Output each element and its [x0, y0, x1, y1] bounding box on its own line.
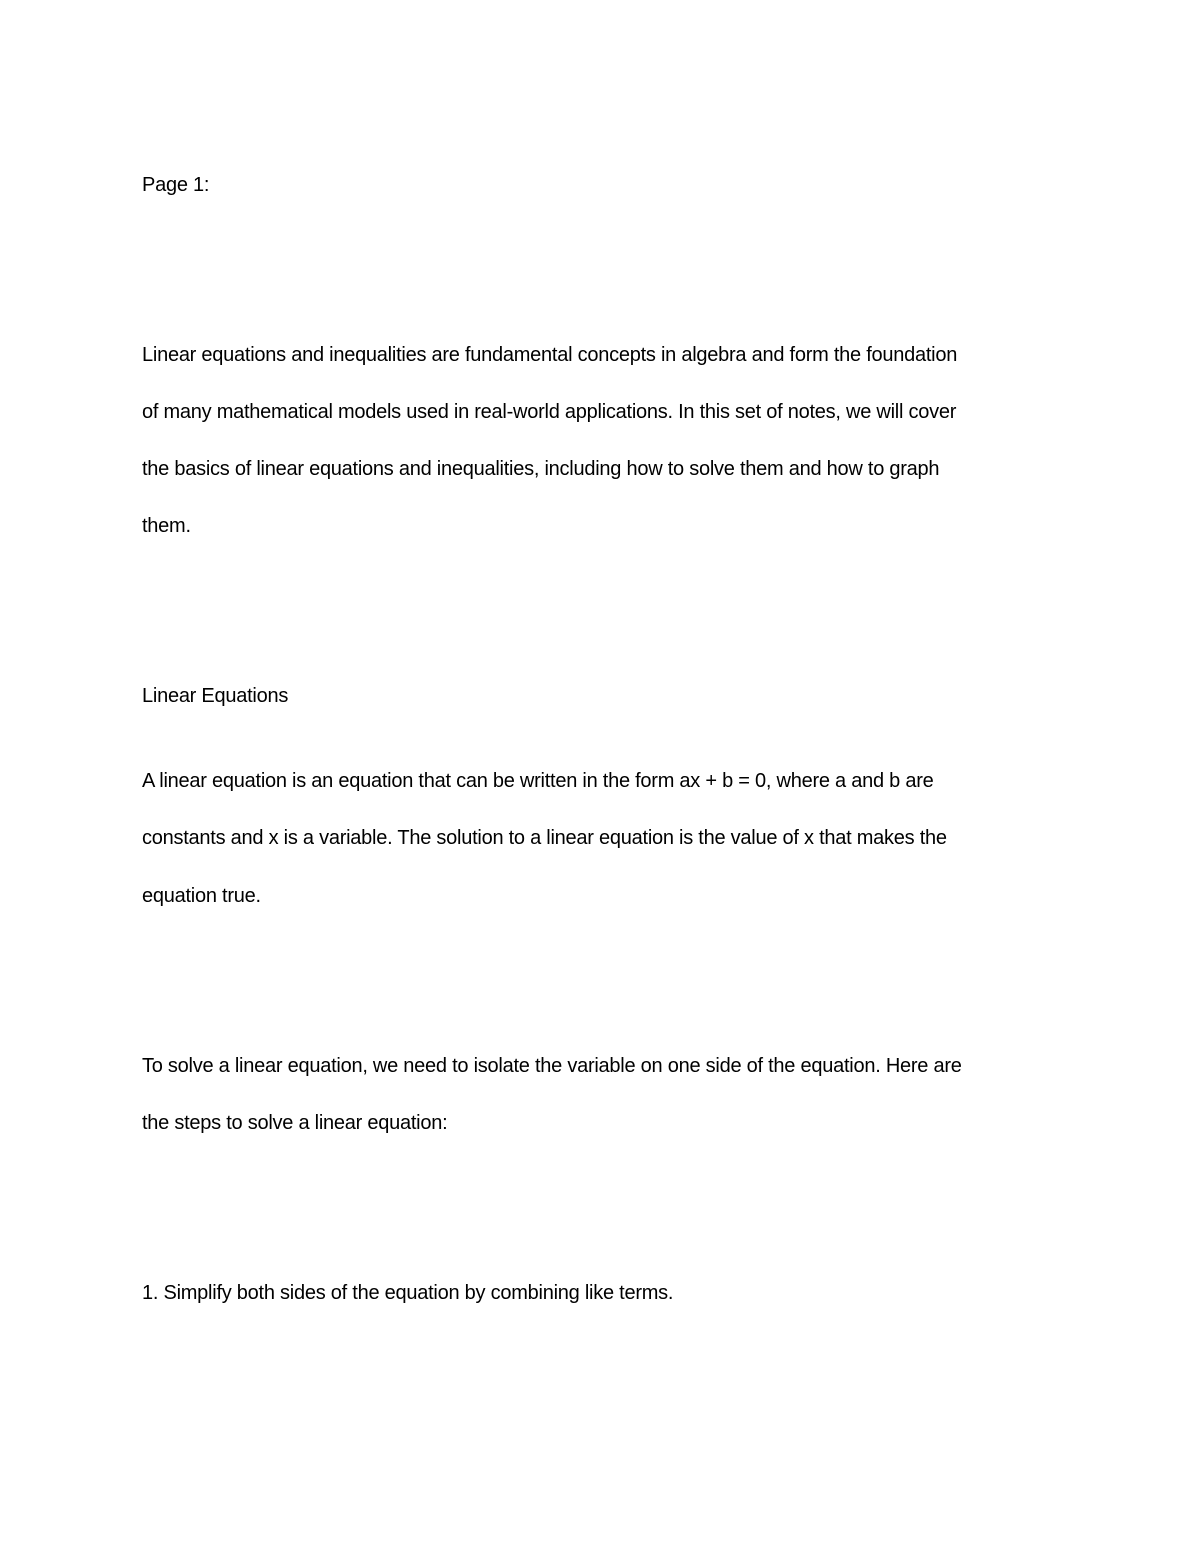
definition-paragraph-line: constants and x is a variable. The solution to a linear equation is the value of x that makes the: [142, 827, 947, 849]
definition-paragraph-line: equation true.: [142, 885, 261, 907]
solve-paragraph-line: To solve a linear equation, we need to isolate the variable on one side of the equation. Here are: [142, 1055, 962, 1077]
intro-paragraph-line: them.: [142, 515, 191, 537]
intro-paragraph-line: Linear equations and inequalities are fundamental concepts in algebra and form the foundation: [142, 344, 958, 366]
intro-paragraph-line: the basics of linear equations and inequalities, including how to solve them and how to graph: [142, 458, 940, 480]
solve-paragraph-line: the steps to solve a linear equation:: [142, 1112, 448, 1134]
step-item: 1. Simplify both sides of the equation by combining like terms.: [142, 1282, 674, 1304]
definition-paragraph-line: A linear equation is an equation that can be written in the form ax + b = 0, where a and b are: [142, 770, 934, 792]
page-label: Page 1:: [142, 174, 210, 196]
section-heading: Linear Equations: [142, 685, 289, 707]
intro-paragraph-line: of many mathematical models used in real-world applications. In this set of notes, we will cover: [142, 401, 957, 423]
